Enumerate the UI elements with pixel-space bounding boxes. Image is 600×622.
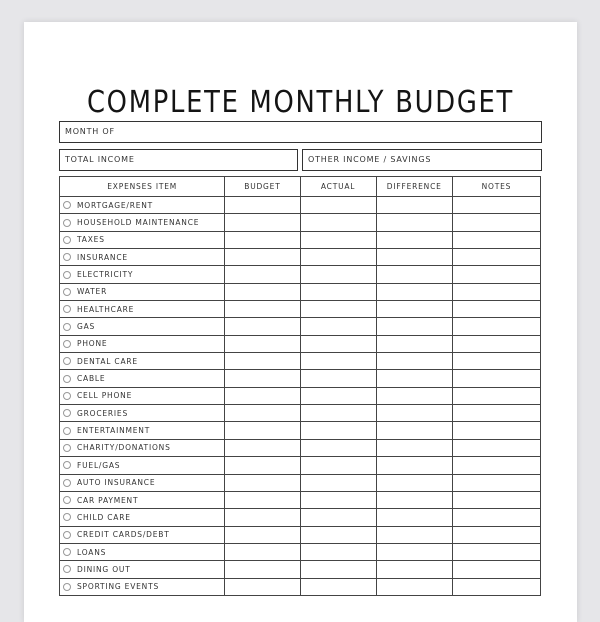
notes-cell[interactable] [452,266,540,283]
checkbox-circle-icon[interactable] [63,323,71,331]
header-difference: DIFFERENCE [376,177,452,197]
actual-cell[interactable] [300,474,376,491]
expense-item-label: MORTGAGE/RENT [77,200,154,210]
notes-cell[interactable] [452,249,540,266]
expense-item-label: LOANS [77,547,107,557]
table-row [60,439,541,456]
notes-cell[interactable] [452,318,540,335]
expense-item-label: CREDIT CARDS/DEBT [77,530,170,540]
budget-cell[interactable] [225,509,300,526]
notes-cell[interactable] [452,197,540,214]
actual-cell[interactable] [300,283,376,300]
expense-item-label: GROCERIES [77,408,129,418]
actual-cell[interactable] [300,439,376,456]
expense-item-cell [60,561,225,578]
expense-item-label: CELL PHONE [77,391,133,401]
actual-cell[interactable] [300,543,376,560]
budget-cell[interactable] [225,457,300,474]
actual-cell[interactable] [300,561,376,578]
checkbox-circle-icon[interactable] [63,444,71,452]
difference-cell[interactable] [376,439,452,456]
budget-cell[interactable] [225,301,300,318]
checkbox-circle-icon[interactable] [63,479,71,487]
expense-item-cell [60,231,225,248]
budget-cell[interactable] [225,526,300,543]
expense-item-label: HEALTHCARE [77,304,135,314]
checkbox-circle-icon[interactable] [63,583,71,591]
difference-cell[interactable] [376,370,452,387]
expense-item-cell [60,387,225,404]
actual-cell[interactable] [300,457,376,474]
table-row [60,197,541,214]
notes-cell[interactable] [452,214,540,231]
checkbox-circle-icon[interactable] [63,201,71,209]
checkbox-circle-icon[interactable] [63,461,71,469]
difference-cell[interactable] [376,249,452,266]
notes-cell[interactable] [452,439,540,456]
budget-cell[interactable] [225,543,300,560]
budget-cell[interactable] [225,197,300,214]
expense-item-cell [60,543,225,560]
budget-cell[interactable] [225,214,300,231]
budget-cell[interactable] [225,266,300,283]
notes-cell[interactable] [452,526,540,543]
notes-cell[interactable] [452,335,540,352]
difference-cell[interactable] [376,405,452,422]
notes-cell[interactable] [452,405,540,422]
month-of-field[interactable]: MONTH OF [59,121,542,143]
budget-cell[interactable] [225,439,300,456]
actual-cell[interactable] [300,422,376,439]
budget-cell[interactable] [225,249,300,266]
difference-cell[interactable] [376,578,452,595]
expense-item-label: SPORTING EVENTS [77,582,160,592]
checkbox-circle-icon[interactable] [63,305,71,313]
table-row [60,387,541,404]
budget-cell[interactable] [225,283,300,300]
table-row [60,353,541,370]
header-notes: NOTES [452,177,540,197]
checkbox-circle-icon[interactable] [63,219,71,227]
header-expenses-item: EXPENSES ITEM [60,177,225,197]
table-row [60,422,541,439]
checkbox-circle-icon[interactable] [63,288,71,296]
budget-cell[interactable] [225,405,300,422]
expense-item-label: GAS [77,322,96,332]
actual-cell[interactable] [300,405,376,422]
actual-cell[interactable] [300,318,376,335]
table-row [60,249,541,266]
table-row [60,543,541,560]
expense-item-label: CAR PAYMENT [77,495,139,505]
expense-item-cell [60,283,225,300]
expense-item-cell [60,422,225,439]
header-actual: ACTUAL [300,177,376,197]
expense-item-label: DENTAL CARE [77,356,138,366]
expense-item-cell [60,578,225,595]
notes-cell[interactable] [452,561,540,578]
notes-cell[interactable] [452,474,540,491]
table-row [60,491,541,508]
difference-cell[interactable] [376,353,452,370]
checkbox-circle-icon[interactable] [63,253,71,261]
table-row [60,509,541,526]
budget-cell[interactable] [225,318,300,335]
checkbox-circle-icon[interactable] [63,427,71,435]
checkbox-circle-icon[interactable] [63,513,71,521]
checkbox-circle-icon[interactable] [63,565,71,573]
table-row [60,370,541,387]
actual-cell[interactable] [300,197,376,214]
table-row [60,231,541,248]
budget-table [59,176,541,596]
difference-cell[interactable] [376,197,452,214]
table-row [60,318,541,335]
checkbox-circle-icon[interactable] [63,409,71,417]
expense-item-cell [60,439,225,456]
checkbox-circle-icon[interactable] [63,548,71,556]
actual-cell[interactable] [300,387,376,404]
budget-cell[interactable] [225,231,300,248]
difference-cell[interactable] [376,509,452,526]
header-budget: BUDGET [225,177,300,197]
notes-cell[interactable] [452,509,540,526]
budget-cell[interactable] [225,387,300,404]
expense-item-cell [60,353,225,370]
notes-cell[interactable] [452,231,540,248]
budget-cell[interactable] [225,370,300,387]
notes-cell[interactable] [452,370,540,387]
checkbox-circle-icon[interactable] [63,236,71,244]
budget-cell[interactable] [225,491,300,508]
expense-item-label: DINING OUT [77,564,131,574]
checkbox-circle-icon[interactable] [63,340,71,348]
checkbox-circle-icon[interactable] [63,357,71,365]
table-row [60,266,541,283]
table-row [60,214,541,231]
difference-cell[interactable] [376,335,452,352]
expense-item-label: TAXES [77,235,105,245]
actual-cell[interactable] [300,301,376,318]
expense-item-label: CHILD CARE [77,512,131,522]
total-income-field[interactable]: TOTAL INCOME [59,149,298,171]
budget-cell[interactable] [225,335,300,352]
expense-item-label: INSURANCE [77,252,128,262]
expense-item-cell [60,405,225,422]
difference-cell[interactable] [376,526,452,543]
table-row [60,474,541,491]
expense-item-cell [60,197,225,214]
difference-cell[interactable] [376,318,452,335]
expense-item-label: PHONE [77,339,108,349]
table-row [60,405,541,422]
page-title: COMPLETE MONTHLY BUDGET [86,85,515,120]
actual-cell[interactable] [300,526,376,543]
checkbox-circle-icon[interactable] [63,496,71,504]
actual-cell[interactable] [300,578,376,595]
expense-item-cell [60,474,225,491]
checkbox-circle-icon[interactable] [63,271,71,279]
expense-item-cell [60,526,225,543]
expense-item-label: AUTO INSURANCE [77,478,156,488]
notes-cell[interactable] [452,457,540,474]
budget-cell[interactable] [225,474,300,491]
table-row [60,526,541,543]
difference-cell[interactable] [376,283,452,300]
notes-cell[interactable] [452,353,540,370]
expense-item-label: HOUSEHOLD MAINTENANCE [77,218,200,228]
difference-cell[interactable] [376,491,452,508]
expense-item-cell [60,335,225,352]
actual-cell[interactable] [300,509,376,526]
expense-item-label: WATER [77,287,108,297]
notes-cell[interactable] [452,578,540,595]
expense-item-cell [60,301,225,318]
budget-cell[interactable] [225,353,300,370]
table-row [60,283,541,300]
budget-cell[interactable] [225,561,300,578]
difference-cell[interactable] [376,214,452,231]
notes-cell[interactable] [452,543,540,560]
actual-cell[interactable] [300,214,376,231]
notes-cell[interactable] [452,387,540,404]
budget-sheet [24,22,577,622]
expense-item-cell [60,318,225,335]
expense-item-cell [60,266,225,283]
expense-item-cell [60,214,225,231]
table-row [60,561,541,578]
difference-cell[interactable] [376,422,452,439]
expense-item-cell [60,509,225,526]
expense-item-label: ELECTRICITY [77,270,134,280]
expense-item-cell [60,249,225,266]
actual-cell[interactable] [300,231,376,248]
table-row [60,335,541,352]
checkbox-circle-icon[interactable] [63,375,71,383]
budget-cell[interactable] [225,578,300,595]
checkbox-circle-icon[interactable] [63,392,71,400]
actual-cell[interactable] [300,491,376,508]
actual-cell[interactable] [300,370,376,387]
table-row [60,301,541,318]
expense-item-label: FUEL/GAS [77,460,121,470]
difference-cell[interactable] [376,231,452,248]
expense-item-cell [60,491,225,508]
table-row [60,457,541,474]
difference-cell[interactable] [376,387,452,404]
difference-cell[interactable] [376,301,452,318]
actual-cell[interactable] [300,249,376,266]
expense-item-label: CABLE [77,374,106,384]
notes-cell[interactable] [452,301,540,318]
header-row [60,177,541,197]
difference-cell[interactable] [376,561,452,578]
expense-item-label: ENTERTAINMENT [77,426,151,436]
table-row [60,578,541,595]
expense-item-label: CHARITY/DONATIONS [77,443,171,453]
notes-cell[interactable] [452,283,540,300]
other-income-field[interactable]: OTHER INCOME / SAVINGS [302,149,542,171]
notes-cell[interactable] [452,491,540,508]
actual-cell[interactable] [300,335,376,352]
actual-cell[interactable] [300,266,376,283]
difference-cell[interactable] [376,457,452,474]
budget-cell[interactable] [225,422,300,439]
actual-cell[interactable] [300,353,376,370]
notes-cell[interactable] [452,422,540,439]
expense-item-cell [60,457,225,474]
expense-item-cell [60,370,225,387]
difference-cell[interactable] [376,266,452,283]
difference-cell[interactable] [376,474,452,491]
checkbox-circle-icon[interactable] [63,531,71,539]
difference-cell[interactable] [376,543,452,560]
